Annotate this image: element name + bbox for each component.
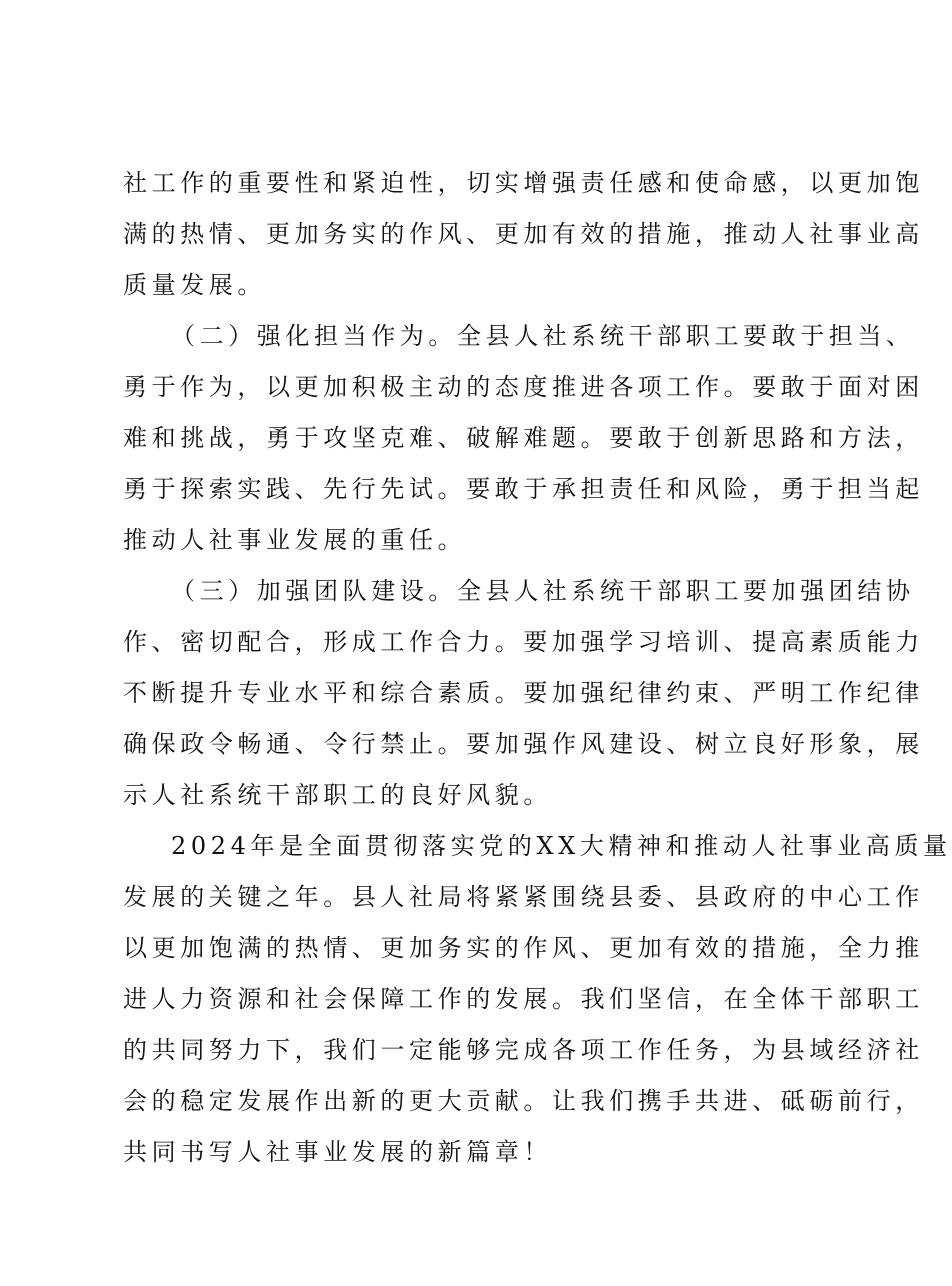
text-line: 社工作的重要性和紧迫性，切实增强责任感和使命感，以更加饱 — [123, 169, 924, 197]
text-line: 2024年是全面贯彻落实党的XX大精神和推动人社事业高质量 — [171, 832, 952, 860]
text-line: 作、密切配合，形成工作合力。要加强学习培训、提高素质能力 — [123, 628, 924, 656]
text-line: 发展的关键之年。县人社局将紧紧围绕县委、县政府的中心工作 — [123, 883, 924, 911]
section-3-paragraph — [123, 566, 924, 821]
text-line: 示人社系统干部职工的良好风貌。 — [123, 781, 552, 809]
text-line: 不断提升专业水平和综合素质。要加强纪律约束、严明工作纪律 — [123, 679, 924, 707]
section-3-heading-line: （三）加强团队建设。全县人社系统干部职工要加强团结协 — [171, 577, 915, 605]
text-line: 的共同努力下，我们一定能够完成各项工作任务，为县域经济社 — [123, 1036, 924, 1064]
text-line: 质量发展。 — [123, 271, 266, 299]
text-line: 勇于探索实践、先行先试。要敢于承担责任和风险，勇于担当起 — [123, 475, 924, 503]
text-line: 推动人社事业发展的重任。 — [123, 526, 467, 554]
paragraph-continuation — [123, 158, 924, 311]
section-2-paragraph — [123, 311, 924, 566]
text-line: 确保政令畅通、令行禁止。要加强作风建设、树立良好形象，展 — [123, 730, 924, 758]
text-line: 以更加饱满的热情、更加务实的作风、更加有效的措施，全力推 — [123, 934, 924, 962]
conclusion-paragraph — [123, 821, 952, 1178]
text-line: 共同书写人社事业发展的新篇章！ — [123, 1138, 552, 1166]
text-line: 满的热情、更加务实的作风、更加有效的措施，推动人社事业高 — [123, 220, 924, 248]
text-line: 进人力资源和社会保障工作的发展。我们坚信，在全体干部职工 — [123, 985, 924, 1013]
document-body — [123, 158, 952, 1178]
section-2-heading-line: （二）强化担当作为。全县人社系统干部职工要敢于担当、 — [171, 322, 915, 350]
text-line: 勇于作为，以更加积极主动的态度推进各项工作。要敢于面对困 — [123, 373, 924, 401]
text-line: 会的稳定发展作出新的更大贡献。让我们携手共进、砥砺前行， — [123, 1087, 924, 1115]
text-line: 难和挑战，勇于攻坚克难、破解难题。要敢于创新思路和方法， — [123, 424, 924, 452]
